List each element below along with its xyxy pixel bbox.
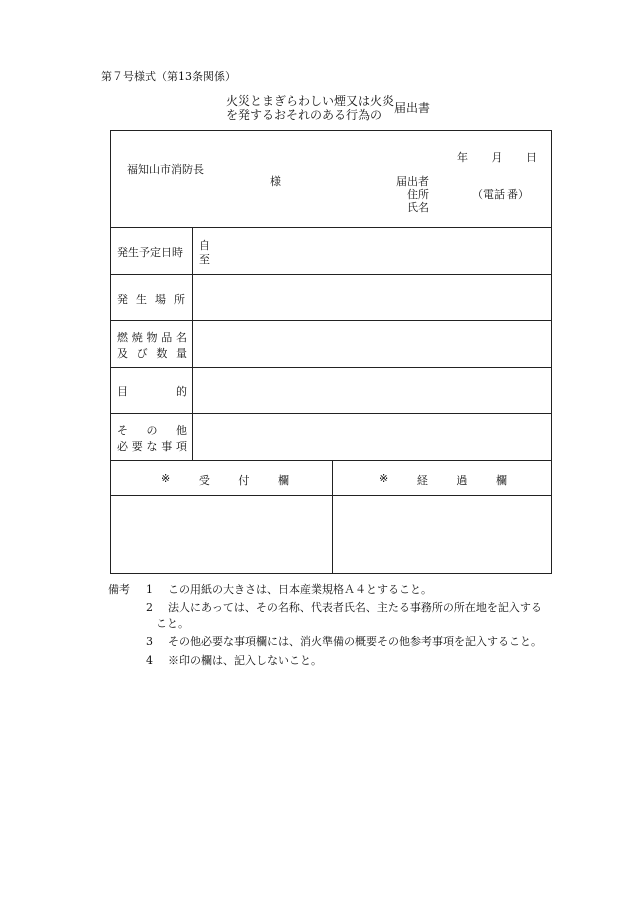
- label-char: び: [136, 347, 148, 360]
- purpose-field[interactable]: [193, 368, 551, 413]
- form-number: 第７号様式（第13条関係）: [101, 70, 236, 83]
- other-label-line-1: [117, 422, 187, 438]
- label-char: 経: [416, 474, 428, 487]
- label-char: 生: [136, 293, 147, 306]
- label-char: 物: [146, 331, 158, 344]
- phone-close: 番）: [507, 188, 529, 201]
- reception-header: [161, 472, 289, 488]
- location-field[interactable]: [193, 275, 551, 320]
- note-text: ※印の欄は、記入しないこと。: [168, 654, 322, 667]
- label-char: 及: [117, 347, 128, 360]
- label-char: 的: [176, 385, 187, 398]
- from-label: 自: [199, 239, 210, 252]
- title-suffix: 届出書: [394, 101, 431, 115]
- phone-line: [472, 186, 529, 202]
- note-number: 1: [146, 583, 153, 596]
- progress-header: [379, 472, 507, 488]
- label-char: 場: [155, 293, 166, 306]
- note-text: この用紙の大きさは、日本産業規格Ａ４とすること。: [168, 583, 432, 596]
- row-divider: [111, 460, 551, 461]
- label-char: 受: [198, 474, 210, 487]
- label-char: 名: [176, 331, 187, 344]
- label-char: ※: [379, 472, 389, 485]
- materials-field[interactable]: [193, 321, 551, 367]
- label-char: ※: [161, 472, 171, 485]
- label-char: 所: [174, 293, 185, 306]
- label-char: そ: [117, 424, 128, 437]
- date-day: 日: [526, 151, 537, 164]
- date-line: [457, 149, 537, 165]
- note-number: 3: [146, 635, 153, 648]
- label-char: 発: [117, 293, 128, 306]
- label-char: 項: [176, 440, 187, 453]
- label-char: 品: [161, 331, 173, 344]
- scheduled-datetime-field[interactable]: [193, 228, 551, 274]
- location-label: [117, 291, 185, 307]
- label-char: 数: [156, 347, 168, 360]
- label-char: な: [146, 440, 158, 453]
- note-text: その他必要な事項欄には、消火準備の概要その他参考事項を記入すること。: [168, 635, 542, 648]
- form-table: [110, 130, 552, 574]
- purpose-label: [117, 383, 187, 399]
- label-char: 燃: [117, 331, 128, 344]
- phone-open: （電話: [472, 188, 505, 201]
- note-number: 4: [146, 654, 153, 667]
- title-line-2: を発するおそれのある行為の: [226, 108, 383, 122]
- honorific: 様: [270, 175, 281, 188]
- addressee: 福知山市消防長: [127, 163, 204, 176]
- other-field[interactable]: [193, 414, 551, 460]
- scheduled-datetime-label: 発生予定日時: [117, 246, 183, 259]
- progress-field: [333, 496, 551, 573]
- label-char: 欄: [496, 474, 507, 487]
- label-char: 過: [456, 474, 468, 487]
- label-char: 目: [117, 385, 128, 398]
- note-number: 2: [146, 601, 153, 614]
- materials-label-line-2: [117, 345, 187, 361]
- label-char: 要: [131, 440, 143, 453]
- reception-field: [111, 496, 332, 573]
- label-char: 付: [238, 474, 250, 487]
- label-char: 他: [176, 424, 187, 437]
- date-year: 年: [457, 151, 468, 164]
- title-line-1: 火災とまぎらわしい煙又は火炎: [226, 94, 395, 108]
- label-char: の: [146, 424, 158, 437]
- to-label: 至: [199, 253, 210, 266]
- notes-label: 備考: [108, 583, 130, 596]
- name-label: 氏名: [407, 201, 429, 214]
- label-char: 欄: [278, 474, 289, 487]
- note-text-continued: こと。: [156, 617, 189, 630]
- note-text: 法人にあっては、その名称、代表者氏名、主たる事務所の所在地を記入する: [168, 601, 542, 614]
- label-char: 量: [175, 347, 187, 360]
- label-char: 焼: [131, 331, 143, 344]
- other-label-line-2: [117, 438, 187, 454]
- date-month: 月: [491, 151, 503, 164]
- address-label: 住所: [407, 188, 429, 201]
- materials-label-line-1: [117, 329, 187, 345]
- applicant-label: 届出者: [396, 175, 429, 188]
- label-char: 必: [117, 440, 128, 453]
- label-char: 事: [161, 440, 173, 453]
